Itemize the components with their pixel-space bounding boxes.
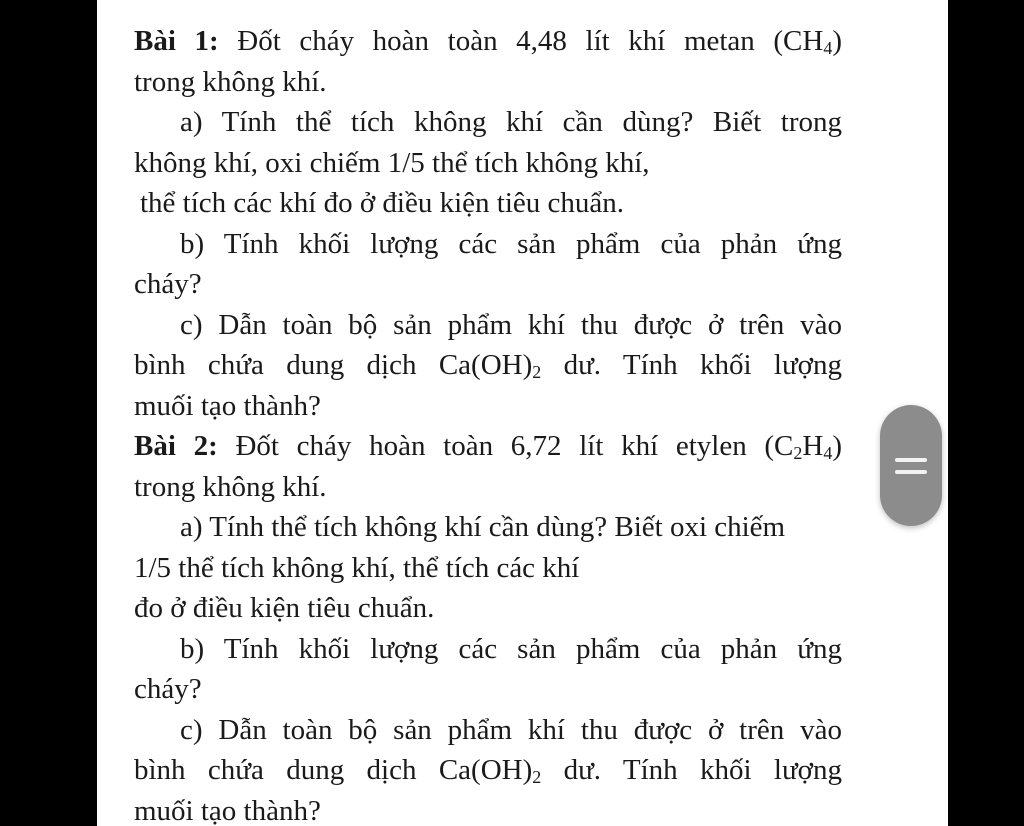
exercise-1-question-b: b) Tính khối lượng các sản phẩm của phản ứng xyxy=(180,227,842,260)
exercise-1-question-c: c) Dẫn toàn bộ sản phẩm khí thu được ở trên vào xyxy=(180,308,842,341)
exercise-2-question-b-line2: cháy? xyxy=(134,673,202,705)
exercise-1-question-a-line2: không khí, oxi chiếm 1/5 thể tích không khí, xyxy=(134,146,650,179)
exercise-1-question-a-line3: thể tích các khí đo ở điều kiện tiêu chuẩn. xyxy=(140,187,625,219)
document-content xyxy=(134,21,842,826)
exercise-1-question-c-line3: muối tạo thành? xyxy=(134,389,321,422)
exercise-2-question-a-line2: 1/5 thể tích không khí, thể tích các khí xyxy=(134,551,580,584)
drag-handle-icon xyxy=(895,458,927,462)
exercise-1-title: Bài 1: xyxy=(134,25,219,57)
exercise-2-question-c: c) Dẫn toàn bộ sản phẩm khí thu được ở trên vào xyxy=(180,713,842,746)
scroll-handle[interactable] xyxy=(880,405,942,526)
exercise-1-question-a: a) Tính thể tích không khí cần dùng? Biết trong xyxy=(180,106,842,138)
exercise-2-question-a: a) Tính thể tích không khí cần dùng? Biết oxi chiếm xyxy=(180,511,786,543)
exercise-2-title: Bài 2: xyxy=(134,430,218,462)
drag-handle-icon-line xyxy=(895,470,927,474)
exercise-2-question-c-line2: bình chứa dung dịch $Ca(OH)_2$ dư. Tính khối lượng xyxy=(134,754,842,787)
exercise-2-question-a-line3: đo ở điều kiện tiêu chuẩn. xyxy=(134,592,435,624)
exercise-1-intro: Bài 1: Đốt cháy hoàn toàn 4,48 lít khí metan $(CH_4)$ xyxy=(134,25,842,58)
document-page[interactable] xyxy=(97,0,948,826)
exercise-1-question-b-line2: cháy? xyxy=(134,268,202,300)
exercise-2-intro-line2: trong không khí. xyxy=(134,470,327,503)
exercise-1-intro-line2: trong không khí. xyxy=(134,65,327,98)
exercise-1-question-c-line2: bình chứa dung dịch $Ca(OH)_2$ dư. Tính khối lượng xyxy=(134,349,842,382)
exercise-2-intro: Bài 2: Đốt cháy hoàn toàn 6,72 lít khí etylen $(C_2H_4)$ xyxy=(134,430,842,463)
exercise-2-question-b: b) Tính khối lượng các sản phẩm của phản ứng xyxy=(180,632,842,665)
exercise-2-question-c-line3: muối tạo thành? xyxy=(134,794,321,826)
